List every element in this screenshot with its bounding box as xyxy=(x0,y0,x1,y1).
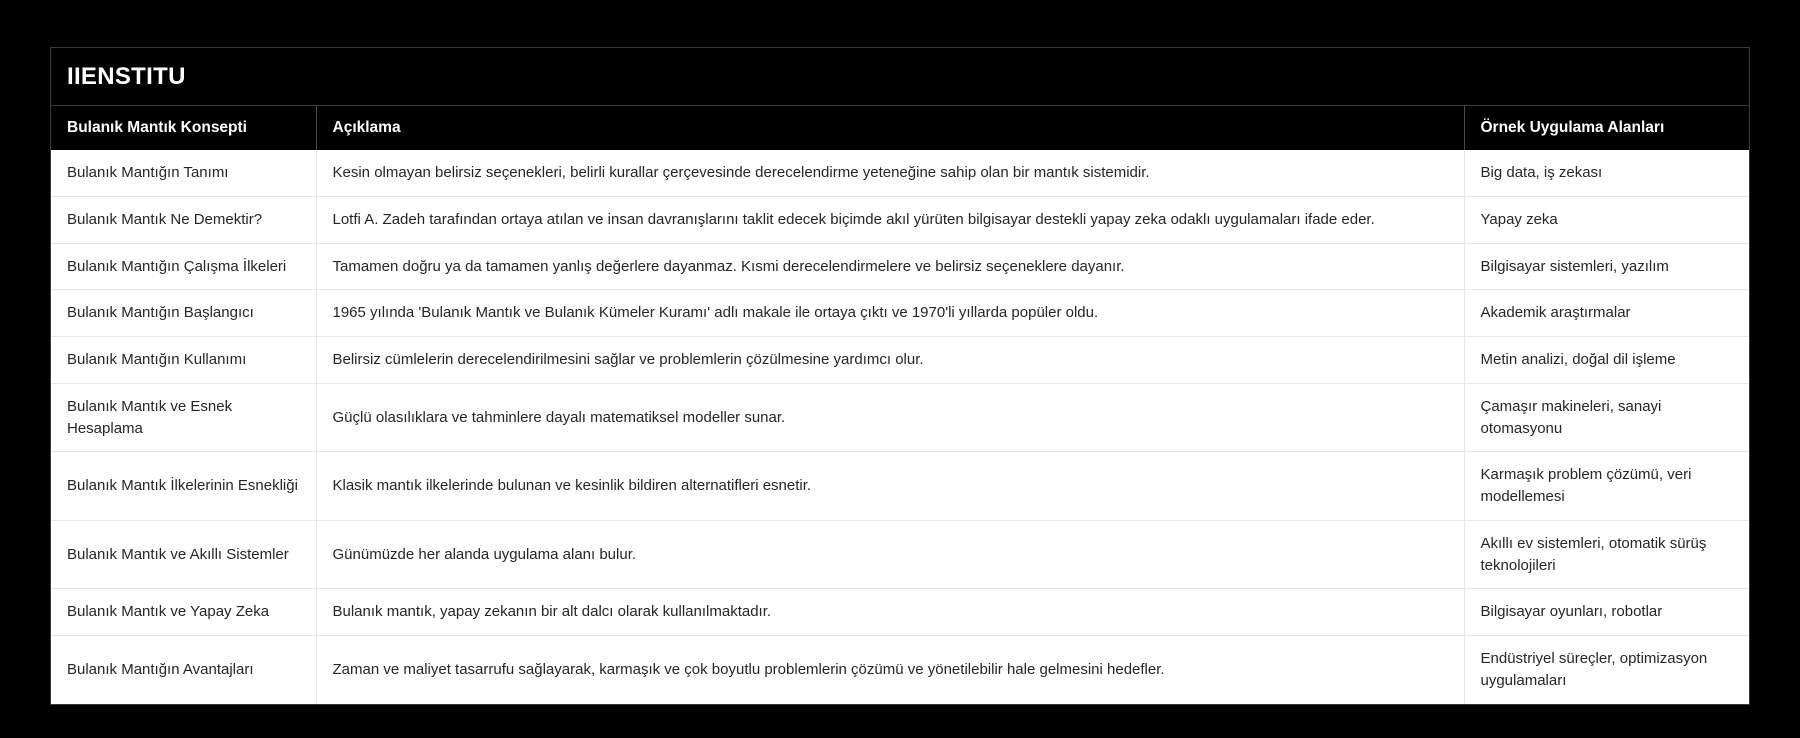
table-row[interactable] xyxy=(51,337,1750,384)
cell-description: Güçlü olasılıklara ve tahminlere dayalı matematiksel modeller sunar. xyxy=(316,383,1464,452)
column-header-concept[interactable]: Bulanık Mantık Konsepti xyxy=(51,106,316,150)
cell-concept: Bulanık Mantığın Tanımı xyxy=(51,150,316,196)
cell-concept: Bulanık Mantık İlkelerinin Esnekliği xyxy=(51,452,316,521)
table-row[interactable] xyxy=(51,243,1750,290)
cell-description: Klasik mantık ilkelerinde bulunan ve kesinlik bildiren alternatifleri esnetir. xyxy=(316,452,1464,521)
cell-areas: Endüstriyel süreçler, optimizasyon uygulamaları xyxy=(1464,636,1750,704)
cell-areas: Karmaşık problem çözümü, veri modellemesi xyxy=(1464,452,1750,521)
cell-concept: Bulanık Mantığın Çalışma İlkeleri xyxy=(51,243,316,290)
table-header-row xyxy=(51,106,1750,150)
cell-description: 1965 yılında 'Bulanık Mantık ve Bulanık Kümeler Kuramı' adlı makale ile ortaya çıktı ve 1970'li yıllarda popüler oldu. xyxy=(316,290,1464,337)
table-row[interactable] xyxy=(51,290,1750,337)
fuzzy-logic-table xyxy=(51,106,1750,704)
table-card xyxy=(50,47,1750,705)
cell-concept: Bulanık Mantık ve Akıllı Sistemler xyxy=(51,520,316,589)
table-row[interactable] xyxy=(51,150,1750,196)
cell-areas: Akıllı ev sistemleri, otomatik sürüş teknolojileri xyxy=(1464,520,1750,589)
cell-concept: Bulanık Mantık ve Yapay Zeka xyxy=(51,589,316,636)
table-row[interactable] xyxy=(51,589,1750,636)
cell-concept: Bulanık Mantığın Avantajları xyxy=(51,636,316,704)
cell-areas: Çamaşır makineleri, sanayi otomasyonu xyxy=(1464,383,1750,452)
cell-concept: Bulanık Mantık Ne Demektir? xyxy=(51,196,316,243)
table-header xyxy=(51,106,1750,150)
table-row[interactable] xyxy=(51,383,1750,452)
table-row[interactable] xyxy=(51,196,1750,243)
brand-bar xyxy=(51,48,1749,106)
cell-areas: Akademik araştırmalar xyxy=(1464,290,1750,337)
cell-areas: Metin analizi, doğal dil işleme xyxy=(1464,337,1750,384)
cell-description: Lotfi A. Zadeh tarafından ortaya atılan ve insan davranışlarını taklit edecek biçimde akıl yürüten bilgisayar destekli yapay zeka odaklı uygulamaları ifade eder. xyxy=(316,196,1464,243)
brand-title: IIENSTITU xyxy=(67,62,186,90)
cell-concept: Bulanık Mantığın Başlangıcı xyxy=(51,290,316,337)
cell-areas: Big data, iş zekası xyxy=(1464,150,1750,196)
cell-description: Bulanık mantık, yapay zekanın bir alt dalcı olarak kullanılmaktadır. xyxy=(316,589,1464,636)
column-header-areas[interactable]: Örnek Uygulama Alanları xyxy=(1464,106,1750,150)
table-body xyxy=(51,150,1750,704)
cell-concept: Bulanık Mantığın Kullanımı xyxy=(51,337,316,384)
table-row[interactable] xyxy=(51,520,1750,589)
cell-description: Tamamen doğru ya da tamamen yanlış değerlere dayanmaz. Kısmi derecelendirmelere ve belirsiz seçeneklere dayanır. xyxy=(316,243,1464,290)
cell-description: Belirsiz cümlelerin derecelendirilmesini sağlar ve problemlerin çözülmesine yardımcı olur. xyxy=(316,337,1464,384)
cell-areas: Bilgisayar oyunları, robotlar xyxy=(1464,589,1750,636)
table-row[interactable] xyxy=(51,452,1750,521)
cell-areas: Yapay zeka xyxy=(1464,196,1750,243)
cell-description: Zaman ve maliyet tasarrufu sağlayarak, karmaşık ve çok boyutlu problemlerin çözümü ve yönetilebilir hale gelmesini hedefler. xyxy=(316,636,1464,704)
cell-description: Günümüzde her alanda uygulama alanı bulur. xyxy=(316,520,1464,589)
cell-areas: Bilgisayar sistemleri, yazılım xyxy=(1464,243,1750,290)
column-header-description[interactable]: Açıklama xyxy=(316,106,1464,150)
cell-concept: Bulanık Mantık ve Esnek Hesaplama xyxy=(51,383,316,452)
table-row[interactable] xyxy=(51,636,1750,704)
cell-description: Kesin olmayan belirsiz seçenekleri, belirli kurallar çerçevesinde derecelendirme yeteneğine sahip olan bir mantık sistemidir. xyxy=(316,150,1464,196)
